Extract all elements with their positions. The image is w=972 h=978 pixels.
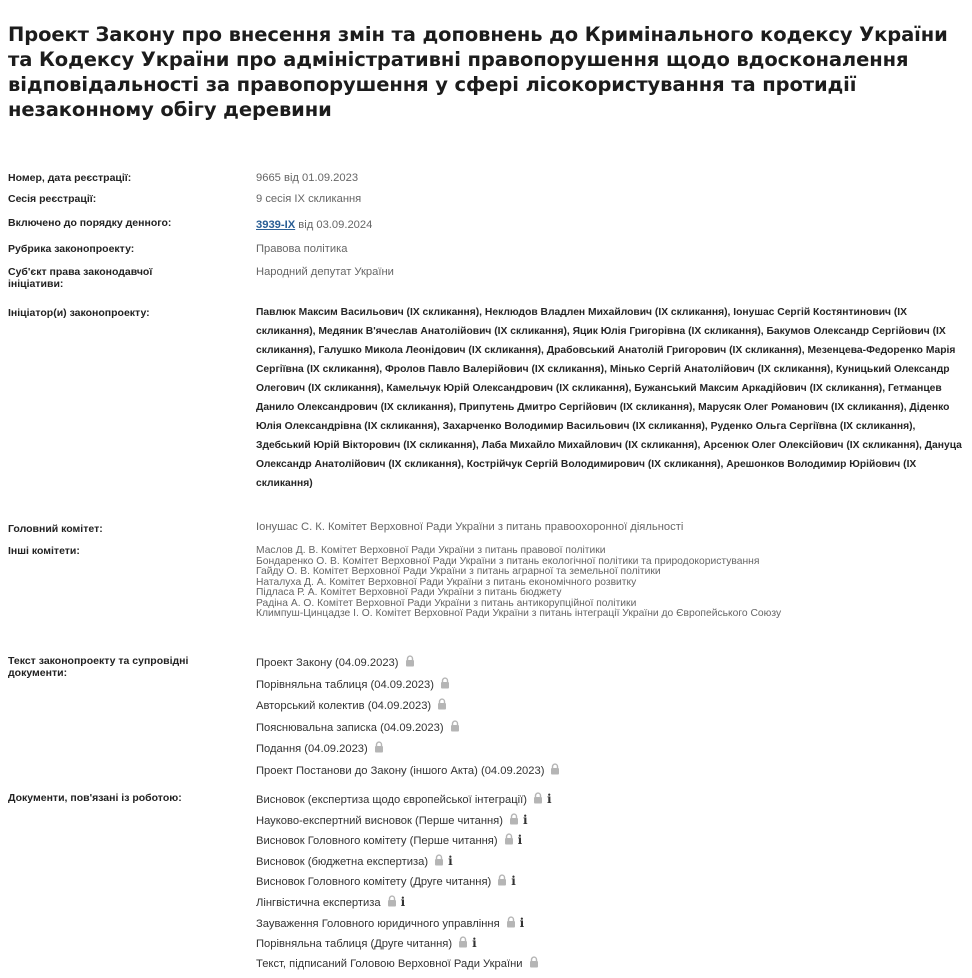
subject-label: Суб'єкт права законодавчої ініціативи: <box>8 266 153 290</box>
info-icon[interactable]: i <box>511 874 516 889</box>
related-document-title[interactable]: Висновок (бюджетна експертиза) <box>256 855 429 868</box>
texts-label: Текст законопроекту та супровідні документи: <box>8 655 189 679</box>
related-document-item[interactable] <box>256 811 552 832</box>
related-document-item[interactable] <box>256 790 552 811</box>
initiators-list: Павлюк Максим Васильович (IX скликання), Неклюдов Владлен Михайлович (IX скликання), Іонушас Сергій Костянтинович (IX скликання), Медяник В'ячеслав Анатолійович (IX скликання), Яцик Юлія Григорівна (IX скликання), Бакумов Олександр Сергійович (IX скликання), Галушко Микола Леонідович (IX скликання), Драбовський Анатолій Григорович (IX скликання), Мезенцева-Федоренко Марія Сергіївна (IX скликання), Фролов Павло Валерійович (IX скликання), Мінько Сергій Анатолійович (IX скликання), Куницький Олександр Олегович (IX скликання), Камельчук Юрій Олександрович (IX скликання), Бужанський Максим Аркадійович (IX скликання), Гетманцев Данило Олександрович (IX скликання), Припутень Дмитро Сергійович (IX скликання), Марусяк Олег Романович (IX скликання), Діденко Юлія Олександрівна (IX скликання), Захарченко Володимир Васильович (IX скликання), Руденко Ольга Сергіївна (IX скликання), Здебський Юрій Вікторович (IX скликання), Лаба Михайло Михайлович (IX скликання), Арсенюк Олег Олексійович (IX скликання), Дануца Олександр Анатолійович (IX скликання), Кострійчук Сергій Володимирович (IX скликання), Арешонков Володимир Юрійович (IX скликання) <box>256 307 962 489</box>
lock-icon <box>504 833 514 845</box>
agenda-suffix: від 03.09.2024 <box>295 219 373 231</box>
document-title[interactable]: Порівняльна таблиця (04.09.2023) <box>256 678 434 691</box>
document-item[interactable] <box>256 761 560 783</box>
lock-icon <box>497 874 507 886</box>
info-icon[interactable]: i <box>448 853 453 868</box>
subject-value: Народний депутат України <box>256 266 394 278</box>
document-item[interactable] <box>256 696 560 718</box>
committee-item: Климпуш-Цинцадзе І. О. Комітет Верховної Ради України з питань інтеграції України до Європейського Союзу <box>256 608 782 619</box>
related-document-title[interactable]: Лінгвістична експертиза <box>256 896 381 909</box>
lock-icon <box>529 956 539 968</box>
document-title[interactable]: Подання (04.09.2023) <box>256 743 368 756</box>
lock-icon <box>506 916 516 928</box>
main-committee-value: Іонушас С. К. Комітет Верховної Ради України з питань правоохоронної діяльності <box>256 521 684 533</box>
info-icon[interactable]: i <box>522 812 528 827</box>
info-icon[interactable]: i <box>519 915 525 930</box>
session-label: Сесія реєстрації: <box>8 193 97 205</box>
other-committees-label: Інші комітети: <box>8 545 80 557</box>
document-title[interactable]: Авторський колектив (04.09.2023) <box>256 700 432 713</box>
lock-icon <box>405 654 415 666</box>
lock-icon <box>387 895 397 907</box>
lock-icon <box>374 740 384 752</box>
rubric-label: Рубрика законопроекту: <box>8 243 135 255</box>
info-icon[interactable]: i <box>472 936 477 951</box>
committee-item: Підласа Р. А. Комітет Верховної Ради України з питань бюджету <box>256 587 562 598</box>
agenda-link[interactable]: 3939-IX <box>256 219 296 231</box>
lock-icon <box>458 936 468 948</box>
session-value: 9 сесія IX скликання <box>256 193 362 205</box>
lock-icon <box>533 792 543 804</box>
related-document-title[interactable]: Науково-експертний висновок (Перше читання) <box>256 814 503 827</box>
committee-item: Радіна А. О. Комітет Верховної Ради України з питань антикорупційної політики <box>256 597 637 609</box>
other-committees-list <box>256 546 781 620</box>
document-item[interactable] <box>256 739 560 761</box>
related-label: Документи, пов'язані із роботою: <box>8 792 182 804</box>
lock-icon <box>440 676 450 688</box>
page-title: Проект Закону про внесення змін та доповнень до Кримінального кодексу України та Кодексу України про адміністративні правопорушення щодо вдосконалення відповідальності за правопорушення у сфері лісокористування та протидії незаконному обігу деревини <box>8 23 948 121</box>
info-icon[interactable]: i <box>517 833 523 848</box>
related-document-title[interactable]: Висновок Головного комітету (Перше читання) <box>256 835 498 848</box>
document-title[interactable]: Проект Постанови до Закону (іншого Акта) (04.09.2023) <box>256 764 545 777</box>
related-document-title[interactable]: Порівняльна таблиця (Друге читання) <box>256 938 453 951</box>
related-document-title[interactable]: Висновок Головного комітету (Друге читання) <box>256 876 492 889</box>
reg-value: 9665 від 01.09.2023 <box>256 172 359 184</box>
document-item[interactable] <box>256 675 560 697</box>
rubric-value: Правова політика <box>256 243 348 255</box>
related-document-title[interactable]: Зауваження Головного юридичного управління <box>256 917 500 930</box>
committee-item: Гайду О. В. Комітет Верховної Ради України з питань аграрної та земельної політики <box>256 566 661 577</box>
related-document-title[interactable]: Висновок (експертиза щодо європейської інтеграції) <box>256 794 527 806</box>
related-document-item[interactable] <box>256 893 552 914</box>
related-document-item[interactable] <box>256 852 552 873</box>
lock-icon <box>550 762 560 774</box>
main-committee-label: Головний комітет: <box>8 523 103 535</box>
document-item[interactable] <box>256 718 560 740</box>
agenda-value <box>256 218 372 233</box>
lock-icon <box>509 813 519 825</box>
committee-item: Бондаренко О. В. Комітет Верховної Ради України з питань екологічної політики та природокористування <box>256 555 760 567</box>
info-icon[interactable]: i <box>546 792 552 806</box>
committee-item: Маслов Д. В. Комітет Верховної Ради України з питань правової політики <box>256 545 606 556</box>
texts-list <box>256 653 560 783</box>
related-document-title[interactable]: Текст, підписаний Головою Верховної Ради України <box>256 957 523 970</box>
document-title[interactable]: Проект Закону (04.09.2023) <box>256 657 399 669</box>
initiators-label: Ініціатор(и) законопроекту: <box>8 307 150 319</box>
related-document-item[interactable] <box>256 914 552 935</box>
info-icon[interactable]: i <box>400 894 406 909</box>
lock-icon <box>434 854 444 866</box>
related-document-item[interactable] <box>256 872 552 893</box>
related-list <box>256 790 552 974</box>
document-title[interactable]: Пояснювальна записка (04.09.2023) <box>256 721 444 734</box>
lock-icon <box>437 697 447 709</box>
document-item[interactable] <box>256 653 560 675</box>
lock-icon <box>450 719 460 731</box>
related-document-item[interactable] <box>256 831 552 852</box>
committee-item: Наталуха Д. А. Комітет Верховної Ради України з питань економічного розвитку <box>256 576 637 588</box>
related-document-item[interactable] <box>256 934 552 955</box>
related-document-item[interactable] <box>256 955 552 975</box>
agenda-label: Включено до порядку денного: <box>8 217 172 229</box>
reg-label: Номер, дата реєстрації: <box>8 172 132 184</box>
